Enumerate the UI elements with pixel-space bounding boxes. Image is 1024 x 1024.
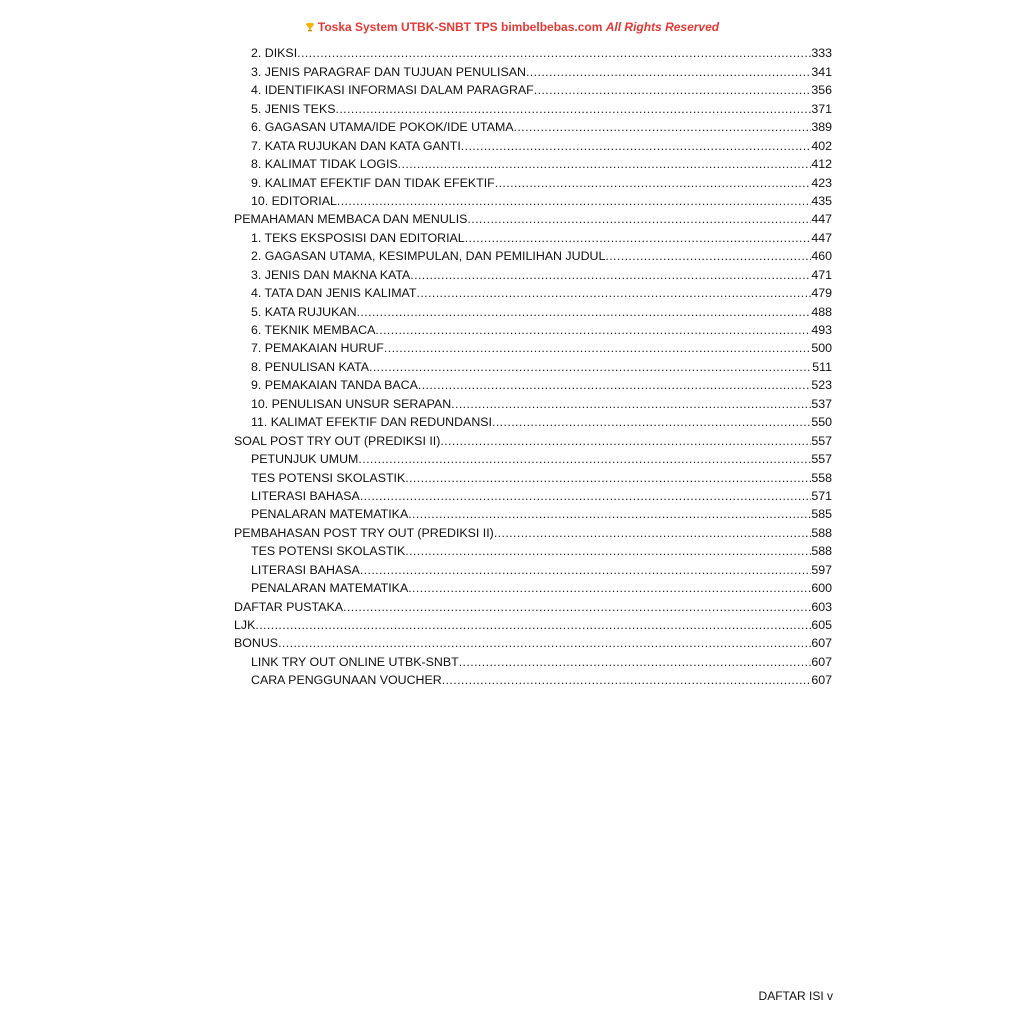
toc-entry-page-number: 479 [811,286,832,301]
toc-dot-leader [526,65,811,79]
toc-entry-page-number: 550 [811,415,832,430]
toc-entry[interactable] [234,485,832,503]
toc-entry-page-number: 412 [811,157,832,172]
header-text: Toska System UTBK-SNBT TPS bimbelbebas.com [317,20,603,34]
toc-entry-title: PETUNJUK UMUM [251,452,359,467]
page-header [0,20,1024,34]
toc-entry-title: 8. KALIMAT TIDAK LOGIS [251,157,398,172]
toc-entry-page-number: 523 [811,378,832,393]
toc-entry-page-number: 607 [811,673,832,688]
toc-entry-title: CARA PENGGUNAAN VOUCHER [251,673,442,688]
toc-entry-title: 6. TEKNIK MEMBACA [251,323,376,337]
toc-entry-page-number: 605 [811,618,832,632]
toc-entry-page-number: 371 [811,101,832,116]
toc-entry-title: LINK TRY OUT ONLINE UTBK-SNBT [251,654,459,669]
toc-entry[interactable] [234,632,832,650]
toc-dot-leader [405,544,811,558]
toc-dot-leader [418,378,811,392]
toc-dot-leader [360,489,812,503]
toc-entry[interactable] [234,319,832,337]
header-rights: All Rights Reserved [605,20,720,34]
toc-dot-leader [408,581,811,595]
toc-entry[interactable] [234,558,832,576]
toc-entry[interactable] [234,595,832,613]
toc-dot-leader [337,194,811,208]
toc-entry[interactable] [234,521,832,539]
toc-dot-leader [375,323,811,337]
toc-dot-leader [360,563,812,577]
toc-entry[interactable] [234,116,832,134]
toc-dot-leader [534,83,812,97]
toc-entry-page-number: 585 [811,507,832,522]
toc-entry-page-number: 607 [811,654,832,669]
toc-entry-page-number: 558 [811,470,832,485]
toc-entry[interactable] [234,226,832,244]
toc-entry[interactable] [234,337,832,355]
toc-entry-page-number: 607 [811,636,832,651]
toc-entry[interactable] [234,263,832,281]
toc-entry-title: SOAL POST TRY OUT (PREDIKSI II) [234,433,441,448]
toc-entry[interactable] [234,79,832,97]
toc-entry[interactable] [234,466,832,484]
toc-entry-page-number: 557 [811,433,832,448]
toc-entry[interactable] [234,153,832,171]
toc-entry-title: 7. PEMAKAIAN HURUF [251,341,384,356]
toc-dot-leader [343,600,811,614]
toc-entry-title: PENALARAN MATEMATIKA [251,581,409,596]
toc-entry-page-number: 402 [811,138,832,153]
toc-dot-leader [605,249,811,263]
toc-dot-leader [335,102,811,116]
toc-entry-page-number: 356 [811,83,832,98]
toc-entry-title: 9. PEMAKAIAN TANDA BACA [251,378,418,393]
toc-entry-page-number: 588 [811,544,832,559]
toc-dot-leader [358,452,811,466]
toc-entry[interactable] [234,374,832,392]
toc-entry-page-number: 588 [811,525,832,540]
toc-dot-leader [451,397,811,411]
toc-entry[interactable] [234,282,832,300]
toc-entry[interactable] [234,300,832,318]
toc-entry[interactable] [234,355,832,373]
toc-entry-page-number: 603 [811,599,832,614]
toc-entry[interactable] [234,190,832,208]
toc-dot-leader [467,212,811,226]
toc-entry-title: PENALARAN MATEMATIKA [251,507,409,522]
toc-dot-leader [494,526,812,540]
toc-dot-leader [416,286,811,300]
toc-dot-leader [408,507,811,521]
toc-entry-title: BONUS [234,636,279,651]
toc-entry-page-number: 447 [811,230,832,245]
toc-entry-title: DAFTAR PUSTAKA [234,599,344,614]
toc-entry-title: PEMAHAMAN MEMBACA DAN MENULIS [234,212,468,227]
toc-entry-title: 8. PENULISAN KATA [251,359,369,374]
toc-entry[interactable] [234,245,832,263]
toc-entry-title: 1. TEKS EKSPOSISI DAN EDITORIAL [251,230,465,245]
toc-entry[interactable] [234,540,832,558]
toc-dot-leader [440,434,811,448]
toc-entry[interactable] [234,614,832,632]
toc-entry[interactable] [234,411,832,429]
toc-entry[interactable] [234,392,832,410]
toc-dot-leader [465,231,812,245]
toc-entry[interactable] [234,429,832,447]
toc-entry-title: 11. KALIMAT EFEKTIF DAN REDUNDANSI [251,415,492,430]
toc-entry-title: 7. KATA RUJUKAN DAN KATA GANTI [251,138,461,153]
toc-entry-title: 3. JENIS DAN MAKNA KATA [251,267,411,282]
toc-entry[interactable] [234,60,832,78]
toc-entry-page-number: 333 [811,46,832,61]
toc-entry-title: 2. DIKSI [251,46,298,61]
page-footer: DAFTAR ISI v [758,989,833,1003]
toc-entry-page-number: 571 [811,488,832,503]
toc-dot-leader [459,655,812,669]
toc-entry-title: 5. JENIS TEKS [251,101,336,116]
toc-dot-leader [357,305,812,319]
toc-entry-title: PEMBAHASAN POST TRY OUT (PREDIKSI II) [234,525,494,540]
toc-entry-title: 4. IDENTIFIKASI INFORMASI DALAM PARAGRAF [251,83,534,98]
toc-dot-leader [410,268,811,282]
toc-entry-page-number: 423 [811,175,832,190]
toc-entry[interactable] [234,208,832,226]
toc-entry-page-number: 500 [811,341,832,356]
trophy-icon [305,22,315,32]
toc-dot-leader [461,139,812,153]
toc-entry[interactable] [234,503,832,521]
toc-entry-page-number: 600 [811,581,832,596]
toc-entry-page-number: 511 [812,359,832,374]
toc-entry-page-number: 488 [811,304,832,319]
toc-entry-page-number: 557 [811,452,832,467]
toc-dot-leader [369,360,812,374]
toc-entry-title: 6. GAGASAN UTAMA/IDE POKOK/IDE UTAMA [251,120,514,135]
toc-dot-leader [255,618,811,632]
toc-dot-leader [278,636,811,650]
toc-dot-leader [514,120,812,134]
toc-entry-title: 10. PENULISAN UNSUR SERAPAN [251,396,452,411]
toc-entry[interactable] [234,42,832,60]
toc-entry[interactable] [234,577,832,595]
toc-entry-title: LJK [234,618,256,632]
toc-entry-page-number: 597 [811,562,832,577]
toc-entry[interactable] [234,650,832,668]
toc-entry-page-number: 389 [811,120,832,135]
toc-entry-page-number: 447 [811,212,832,227]
toc-dot-leader [442,673,812,687]
toc-entry-title: 3. JENIS PARAGRAF DAN TUJUAN PENULISAN [251,64,526,79]
table-of-contents [234,42,832,687]
toc-entry-page-number: 471 [811,267,832,282]
toc-entry-page-number: 537 [811,396,832,411]
toc-dot-leader [398,157,812,171]
toc-entry-title: LITERASI BAHASA [251,562,360,577]
toc-entry[interactable] [234,448,832,466]
toc-entry[interactable] [234,669,832,687]
toc-dot-leader [405,471,811,485]
toc-dot-leader [492,415,811,429]
toc-entry-title: 4. TATA DAN JENIS KALIMAT [251,286,417,301]
toc-entry-title: TES POTENSI SKOLASTIK [251,544,406,559]
toc-entry-title: 9. KALIMAT EFEKTIF DAN TIDAK EFEKTIF [251,175,495,190]
toc-entry-page-number: 493 [811,323,832,337]
toc-entry-title: 2. GAGASAN UTAMA, KESIMPULAN, DAN PEMILIHAN JUDUL [251,249,606,264]
toc-entry-page-number: 435 [811,193,832,208]
toc-entry-title: LITERASI BAHASA [251,488,360,503]
toc-dot-leader [495,176,812,190]
toc-entry-title: TES POTENSI SKOLASTIK [251,470,406,485]
toc-entry-title: 5. KATA RUJUKAN [251,304,357,319]
toc-entry[interactable] [234,171,832,189]
toc-entry-page-number: 341 [811,64,832,79]
toc-entry[interactable] [234,134,832,152]
toc-dot-leader [384,341,811,355]
toc-entry[interactable] [234,97,832,115]
toc-entry-page-number: 460 [811,249,832,264]
toc-dot-leader [297,46,811,60]
toc-entry-title: 10. EDITORIAL [251,193,337,208]
